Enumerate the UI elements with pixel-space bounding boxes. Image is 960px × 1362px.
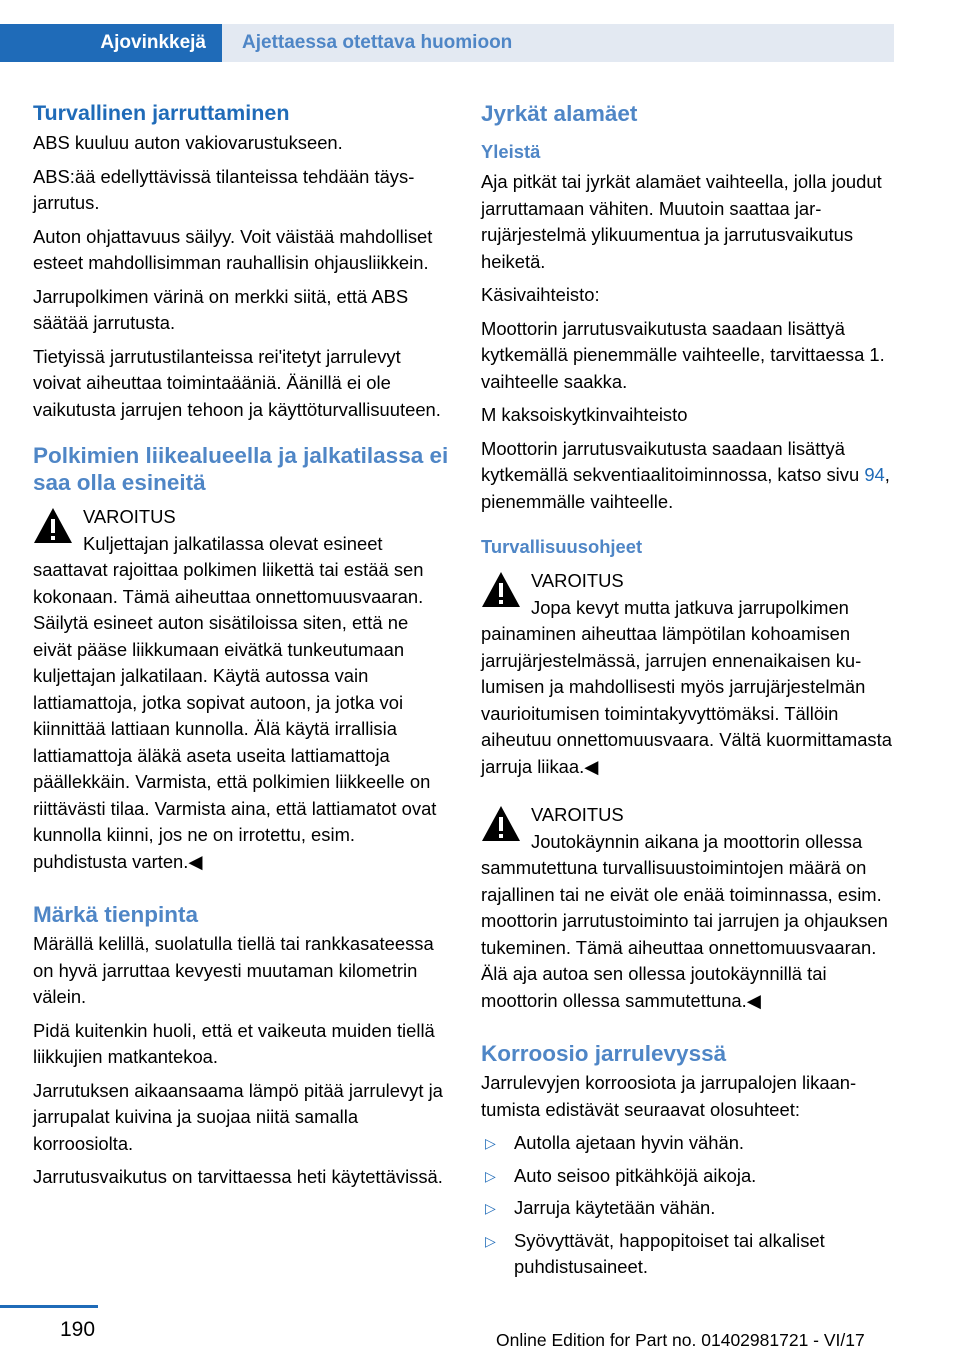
- warning-text-first: Joutokäynnin aikana ja moottorin ollessa: [531, 830, 863, 852]
- warning-text: painaminen aiheuttaa lämpötilan kohoamisen jarrujärjestelmässä, jarrujen ennenaikaisen kulumisen ja mahdollisesti myös jarrujärjestelmän vaurioitumisen toimintakyvyttömäksi. Tällöin aiheutuu onnettomuusvaara. Vältä kuormittamasta jarruja liikaa.◀: [481, 623, 892, 777]
- paragraph: [481, 436, 901, 516]
- bullet-list: [481, 1130, 901, 1281]
- triangle-bullet-icon: ▷: [485, 1135, 496, 1151]
- subsection-title-turvallisuusohjeet: Turvallisuusohjeet: [481, 536, 643, 557]
- paragraph-text: Moottorin jarrutusvaikutusta saadaan lisättyä kytkemällä sekventiaalitoiminnossa, katso sivu: [481, 437, 865, 485]
- list-item-text: Autolla ajetaan hyvin vähän.: [514, 1132, 745, 1153]
- warning-text-first: Kuljettajan jalkatilassa olevat esineet: [83, 532, 383, 554]
- paragraph: Jarrutuksen aikaansaama lämpö pitää jarrulevyt ja jarrupalat kuivina ja suojaa niitä samalla korroosiolta.: [33, 1079, 443, 1154]
- paragraph: M kaksoiskytkinvaihteisto: [481, 404, 688, 425]
- paragraph: Jarrupolkimen värinä on merkki siitä, että ABS säätää jarrutusta.: [33, 285, 409, 333]
- paragraph: Aja pitkät tai jyrkät alamäet vaihteella, jolla joudut jarruttamaan vähiten. Muutoin saattaa jarrujärjestelmä ylikuumentua ja jarrutusvaikutus heiketä.: [481, 171, 882, 272]
- section-title-korroosio-jarrulevyssa: Korroosio jarrulevyssä: [481, 1041, 727, 1066]
- page-header: [0, 0, 960, 62]
- section-title-turvallinen-jarruttaminen: Turvallinen jarruttaminen: [33, 101, 290, 125]
- tab-ajettaessa-otettava-huomioon[interactable]: Ajettaessa otettava huomioon: [222, 24, 894, 62]
- footer-rule: [0, 1305, 98, 1308]
- paragraph: Pidä kuitenkin huoli, että et vaikeuta muiden tiellä liikkujien matkantekoa.: [33, 1019, 435, 1067]
- section-title-polkimien-liikealue: Polkimien liikealueella ja jalkatilassa ei saa olla esineitä: [33, 443, 449, 495]
- warning-triangle-icon: [481, 570, 521, 610]
- paragraph: Käsivaihteisto:: [481, 284, 600, 305]
- warning-text: sammutettuna turvallisuustoimintojen määrä on rajallinen tai ne eivät ole enää toiminnassa, esim. moottorin jarrutustoiminto tai jarrujen ja ohjauksen tukeminen. Tämä aiheuttaa onnettomuusvaaran. Älä aja autoa sen ollessa joutokäynnillä tai moottorin ollessa sammutettuna.◀: [481, 857, 888, 1011]
- warning-triangle-icon: [33, 506, 73, 546]
- list-item: [481, 1195, 901, 1222]
- warning-box: [33, 504, 451, 875]
- list-item: [481, 1228, 901, 1281]
- page-number: 190: [60, 1318, 96, 1341]
- warning-text-first: Jopa kevyt mutta jatkuva jarrupolkimen: [531, 596, 849, 618]
- warning-box: [481, 568, 901, 780]
- paragraph: Jarrutusvaikutus on tarvittaessa heti käytettävissä.: [33, 1166, 443, 1187]
- tab-ajovinkkeja[interactable]: Ajovinkkejä: [0, 24, 222, 62]
- paragraph: Moottorin jarrutusvaikutusta saadaan lisättyä kytkemällä pienemmälle vaihteelle, tarvittaessa 1. vaihteelle saakka.: [481, 317, 885, 392]
- subsection-title-yleista: Yleistä: [481, 141, 541, 162]
- list-item-text: Auto seisoo pitkähköjä aikoja.: [514, 1164, 757, 1186]
- warning-title: VAROITUS: [531, 804, 624, 825]
- triangle-bullet-icon: ▷: [485, 1200, 496, 1216]
- warning-text: saattavat rajoittaa polkimen liikettä tai estää sen kokonaan. Tämä aiheuttaa onnettomuusvaaran. Säilytä esineet auton sisätiloissa siten, että ne eivät pääse liikkumaan eivätkä tunkeutumaan kuljettajan jalkatilaan. Käytä autossa vain lattiamattoja, jotka sopivat autoon, ja jotka voi kiinnittää lattiaan kunnolla. Älä käytä irrallisia lattiamattoja äläkä aseta useita lattiamattoja päällekkäin. Varmista, että polkimien liikkeelle on riittävästi tilaa. Varmista aina, että lattiamatot ovat kunnolla kiinni, jos ne on irrotettu, esim. puhdistusta varten.◀: [33, 559, 437, 872]
- warning-triangle-icon: [481, 804, 521, 844]
- warning-box: [481, 802, 901, 1014]
- paragraph: Märällä kelillä, suolatulla tiellä tai rankkasateessa on hyvä jarruttaa kevyesti muutaman kilometrin välein.: [33, 933, 434, 1007]
- paragraph: ABS kuuluu auton vakiovarustukseen.: [33, 132, 343, 153]
- warning-title: VAROITUS: [531, 570, 624, 591]
- paragraph-text: , pienemmälle vaihteelle.: [481, 464, 890, 512]
- page-link-94[interactable]: 94: [864, 464, 885, 485]
- right-column: [481, 100, 901, 1287]
- paragraph: ABS:ää edellyttävissä tilanteissa tehdään täysjarrutus.: [33, 165, 415, 213]
- triangle-bullet-icon: ▷: [485, 1232, 496, 1249]
- list-item: [481, 1163, 901, 1190]
- triangle-bullet-icon: ▷: [485, 1167, 496, 1184]
- warning-title: VAROITUS: [83, 506, 176, 527]
- section-title-marka-tienpinta: Märkä tienpinta: [33, 902, 199, 927]
- section-title-jyrkat-alamaet: Jyrkät alamäet: [481, 101, 638, 126]
- list-item-text: Jarruja käytetään vähän.: [514, 1197, 716, 1218]
- list-item-text: Syövyttävät, happopitoiset tai alkaliset puhdistusaineet.: [514, 1229, 825, 1277]
- list-item: [481, 1130, 901, 1157]
- paragraph: Auton ohjattavuus säilyy. Voit väistää mahdolliset esteet mahdollisimman rauhallisin ohjausliikkein.: [33, 225, 433, 273]
- left-column: [33, 100, 451, 1198]
- paragraph: Jarrulevyjen korroosiota ja jarrupalojen likaantumista edistävät seuraavat olosuhteet:: [481, 1072, 857, 1120]
- paragraph: Tietyissä jarrutustilanteissa rei'itetyt jarrulevyt voivat aiheuttaa toimintaääniä. Äänillä ei ole vaikutusta jarrujen tehoon ja käyttöturvallisuuteen.: [33, 345, 441, 420]
- edition-text: Online Edition for Part no. 01402981721 - VI/17: [496, 1330, 865, 1350]
